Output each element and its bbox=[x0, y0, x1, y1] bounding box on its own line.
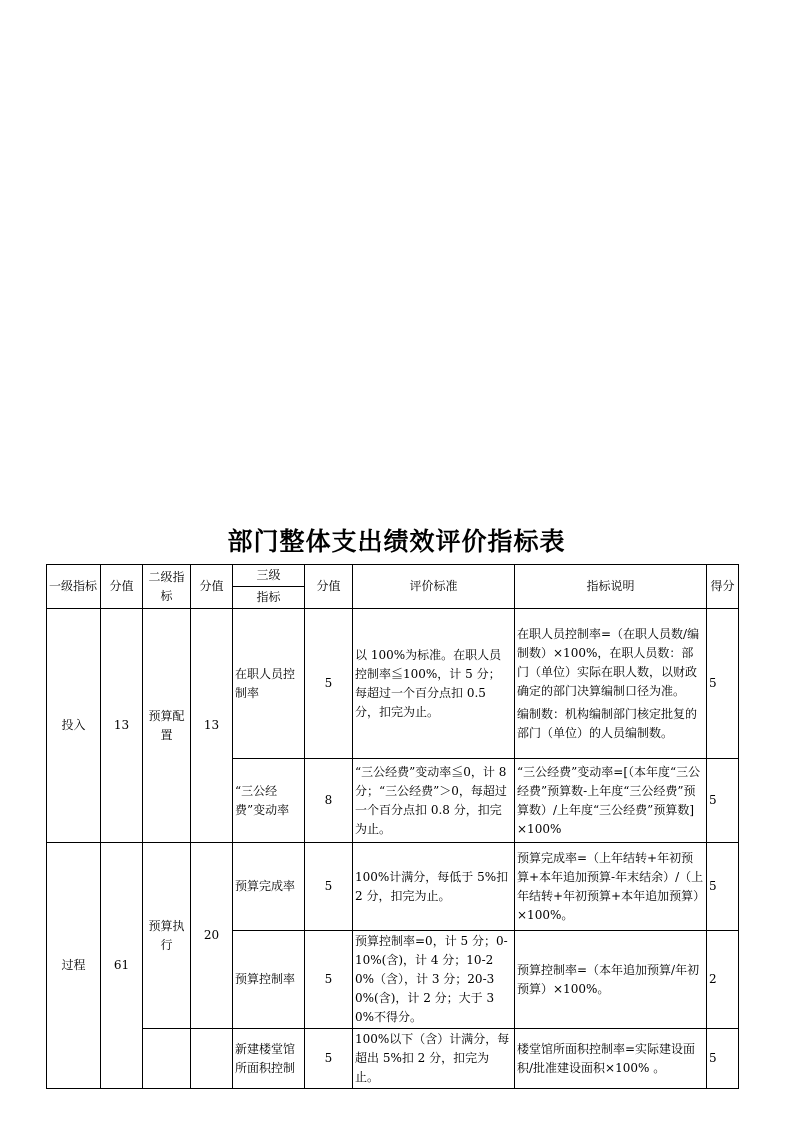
page-title: 部门整体支出绩效评价指标表 bbox=[227, 527, 566, 556]
indicator-table bbox=[46, 564, 739, 1089]
description-paragraph: 预算完成率=（上年结转+年初预算+本年追加预算-年末结余）/（上年结转+年初预算+本年追加预算）×100%。 bbox=[517, 850, 704, 922]
description-cell bbox=[515, 609, 707, 759]
level3-cell: 新建楼堂馆所面积控制 bbox=[233, 1029, 305, 1089]
criteria-cell: 100%计满分，每低于 5%扣 2 分，扣完为止。 bbox=[353, 843, 515, 931]
description-cell bbox=[515, 1029, 707, 1089]
header-score1: 分值 bbox=[101, 565, 143, 609]
description-paragraph: 预算控制率=（本年追加预算/年初预算）×100%。 bbox=[517, 962, 700, 996]
score3-cell: 5 bbox=[305, 609, 353, 759]
description-cell bbox=[515, 759, 707, 843]
score1-cell: 13 bbox=[101, 609, 143, 843]
level2-cell: 预算执行 bbox=[143, 843, 191, 1029]
criteria-cell: “三公经费”变动率≦0，计 8 分；“三公经费”＞0，每超过一个百分点扣 0.8 分，扣完为止。 bbox=[353, 759, 515, 843]
header-level2: 二级指标 bbox=[143, 565, 191, 609]
header-score2: 分值 bbox=[191, 565, 233, 609]
level3-cell: “三公经费”变动率 bbox=[233, 759, 305, 843]
result-cell: 5 bbox=[707, 759, 739, 843]
score3-cell: 5 bbox=[305, 843, 353, 931]
level2-cell: 预算配置 bbox=[143, 609, 191, 843]
description-paragraph: 楼堂馆所面积控制率=实际建设面积/批准建设面积×100% 。 bbox=[517, 1041, 696, 1075]
criteria-cell: 100%以下（含）计满分，每超出 5%扣 2 分，扣完为止。 bbox=[353, 1029, 515, 1089]
result-cell: 5 bbox=[707, 1029, 739, 1089]
result-cell: 5 bbox=[707, 843, 739, 931]
score1-cell: 61 bbox=[101, 843, 143, 1089]
level3-cell: 在职人员控制率 bbox=[233, 609, 305, 759]
header-row bbox=[47, 565, 739, 587]
score3-cell: 5 bbox=[305, 931, 353, 1029]
level3-cell: 预算完成率 bbox=[233, 843, 305, 931]
description-paragraph: “三公经费”变动率=[（本年度“三公经费”预算数-上年度“三公经费”预算数）/上年度“三公经费”预算数]×100% bbox=[517, 764, 701, 836]
score2-cell: 20 bbox=[191, 843, 233, 1029]
score2-cell-empty bbox=[191, 1029, 233, 1089]
header-result: 得分 bbox=[707, 565, 739, 609]
table-row bbox=[47, 1029, 739, 1089]
level3-cell: 预算控制率 bbox=[233, 931, 305, 1029]
level2-cell-empty bbox=[143, 1029, 191, 1089]
score3-cell: 8 bbox=[305, 759, 353, 843]
header-score3: 分值 bbox=[305, 565, 353, 609]
header-level1: 一级指标 bbox=[47, 565, 101, 609]
header-level3-top: 三级 bbox=[233, 565, 305, 587]
table-row bbox=[47, 843, 739, 931]
score3-cell: 5 bbox=[305, 1029, 353, 1089]
header-description: 指标说明 bbox=[515, 565, 707, 609]
table-row bbox=[47, 609, 739, 759]
result-cell: 5 bbox=[707, 609, 739, 759]
description-cell bbox=[515, 843, 707, 931]
level1-cell: 过程 bbox=[47, 843, 101, 1089]
criteria-cell: 以 100%为标准。在职人员控制率≦100%，计 5 分；每超过一个百分点扣 0.5 分，扣完为止。 bbox=[353, 609, 515, 759]
result-cell: 2 bbox=[707, 931, 739, 1029]
description-cell bbox=[515, 931, 707, 1029]
description-paragraph: 在职人员控制率=（在职人员数/编制数）×100%，在职人员数：部门（单位）实际在职人数，以财政确定的部门决算编制口径为准。 bbox=[517, 626, 700, 698]
header-criteria: 评价标准 bbox=[353, 565, 515, 609]
description-paragraph: 编制数：机构编制部门核定批复的部门（单位）的人员编制数。 bbox=[517, 706, 698, 740]
criteria-cell: 预算控制率=0，计 5 分；0-10%(含)，计 4 分；10-20%（含），计 3 分；20-30%(含)，计 2 分；大于 30%不得分。 bbox=[353, 931, 515, 1029]
score2-cell: 13 bbox=[191, 609, 233, 843]
header-level3-bottom: 指标 bbox=[233, 587, 305, 609]
level1-cell: 投入 bbox=[47, 609, 101, 843]
